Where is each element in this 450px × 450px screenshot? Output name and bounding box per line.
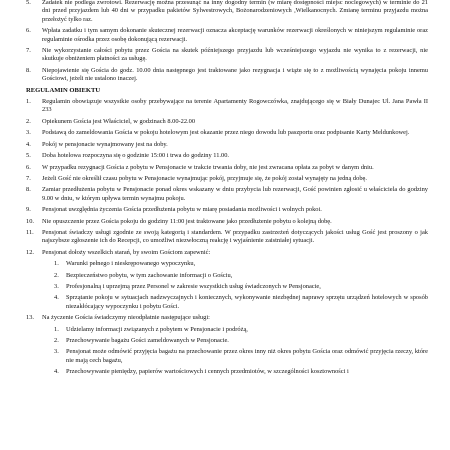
sub-list-item bbox=[26, 337, 428, 345]
list-item bbox=[26, 229, 428, 246]
item-text: Nie wykorzystanie całości pobytu przez Gościa na skutek późniejszego przyjazdu lub wcześniejszego wyjazdu nie wynika to z rezerwacji, nie skutkuje obniżeniem płatności za usługę. bbox=[42, 47, 428, 63]
sub-item-number: 1. bbox=[54, 260, 59, 268]
list-item bbox=[26, 98, 428, 115]
item-text: Na życzenie Gościa świadczymy nieodpłatnie następujące usługi: bbox=[42, 314, 210, 322]
sub-item-number: 4. bbox=[54, 294, 59, 302]
sub-list-item bbox=[26, 368, 428, 376]
list-item bbox=[26, 141, 428, 149]
item-text: Doba hotelowa rozpoczyna się o godzinie 15:00 i trwa do godziny 11.00. bbox=[42, 152, 229, 160]
sub-list-item bbox=[26, 260, 428, 268]
item-text: Pensjonat świadczy usługi zgodnie ze swoją kategorią i standardem. W przypadku zastrzeżeń dotyczących jakości usług Gość jest proszony o jak najszybsze zgłoszenie ich do Recepcji, co umożliwi niezwłoczną reakcję i wyjaśnienie zaistniałej sytuacji. bbox=[42, 228, 428, 245]
list-item bbox=[26, 186, 428, 203]
list-item bbox=[26, 0, 428, 24]
list-item bbox=[26, 27, 428, 44]
list-item bbox=[26, 47, 428, 64]
sub-list-item bbox=[26, 326, 428, 334]
list-item bbox=[26, 152, 428, 160]
sub-item-text: Profesjonalną i uprzejmą przez Personel w zakresie wszystkich usług świadczonych w Pensjonacie, bbox=[66, 282, 321, 290]
item-text: Podstawą do zameldowania Gościa w pokoju hotelowym jest okazanie przez niego dowodu lub paszportu oraz podpisanie Karty Meldunkowej. bbox=[42, 129, 410, 137]
item-text: Pensjonat dołoży wszelkich starań, by swoim Gościom zapewnić: bbox=[42, 248, 211, 256]
item-number: 6. bbox=[26, 163, 31, 171]
list-item bbox=[26, 164, 428, 172]
list-item bbox=[26, 175, 428, 183]
item-number: 5. bbox=[26, 152, 31, 160]
item-number: 9. bbox=[26, 206, 31, 214]
sub-item-number: 4. bbox=[54, 368, 59, 376]
item-number: 13. bbox=[26, 314, 34, 322]
item-text: Zadatek nie podlega zwrotowi. Rezerwację można przesunąć na inny dogodny termin (w miarę dostępności miejsc noclegowych) w terminie do 21 dni przed przyjazdem lub 40 dni w przypadku pakietów Sylwestrowych, Bożonarodzeniowych ,Wielkanocnych. Zmianę terminu przyjazdu można przełożyć tylko raz. bbox=[42, 0, 428, 23]
item-number: 1. bbox=[26, 98, 31, 106]
sub-item-text: Warunki pełnego i nieskrępowanego wypoczynku, bbox=[66, 260, 196, 268]
item-number: 8. bbox=[26, 186, 31, 194]
item-number: 3. bbox=[26, 129, 31, 137]
item-number: 10. bbox=[26, 217, 34, 225]
list-item bbox=[26, 67, 428, 84]
item-text: Pensjonat uwzględnia życzenia Gościa przedłużenia pobytu w miarę posiadania możliwości i wolnych pokoi. bbox=[42, 206, 322, 214]
sub-item-number: 3. bbox=[54, 282, 59, 290]
item-number: 6. bbox=[26, 27, 31, 35]
list-item bbox=[26, 314, 428, 322]
sub-item-text: Przechowywanie bagażu Gości zameldowanych w Pensjonacie. bbox=[66, 337, 229, 344]
sub-item-number: 3. bbox=[54, 348, 59, 356]
item-text: Opiekunem Gościa jest Właściciel, w godzinach 8.00-22.00 bbox=[42, 117, 196, 125]
list-item bbox=[26, 118, 428, 126]
sub-list-item bbox=[26, 294, 428, 311]
item-number: 11. bbox=[26, 228, 34, 236]
sub-item-text: Pensjonat może odmówić przyjęcia bagażu na przechowanie przez okres inny niż okres pobytu Gościa oraz odmówić przyjęcia rzeczy, które nie mają cech bagażu, bbox=[66, 348, 428, 364]
list-item bbox=[26, 249, 428, 257]
item-text: Niepojawienie się Gościa do godz. 10.00 dnia następnego jest traktowane jako rezygnacja i wiąże się to z możliwością wynajęcia pokoju innemu Gościowi, jeżeli nie ustalono inaczej. bbox=[42, 66, 428, 83]
sub-item-number: 2. bbox=[54, 271, 59, 279]
item-number: 7. bbox=[26, 174, 31, 182]
list-item bbox=[26, 129, 428, 137]
item-text: Pokój w pensjonacie wynajmowany jest na doby. bbox=[42, 140, 168, 148]
list-item bbox=[26, 206, 428, 214]
item-text: Regulamin obowiązuje wszystkie osoby przebywające na terenie Apartamenty Rogowczówka, znajdującego się w Biały Dunajec Ul. Jana Pawła II 233 bbox=[42, 98, 428, 114]
document-body bbox=[26, 0, 428, 380]
item-number: 8. bbox=[26, 66, 31, 74]
sub-list-item bbox=[26, 348, 428, 365]
item-number: 5. bbox=[26, 0, 31, 6]
item-text: Zamiar przedłużenia pobytu w Pensjonacie ponad okres wskazany w dniu przybycia lub rezerwacji, Gość powinien zgłosić u właściciela do godziny 9.00 w dniu, w którym upływa termin wynajmu pokoju. bbox=[42, 186, 428, 202]
sub-list-item bbox=[26, 283, 428, 291]
sub-item-text: Sprzątanie pokoju w sytuacjach nadzwyczajnych i koniecznych, wykonywanie niezbędnej naprawy sprzętu urządzeń hotelowych w sposób niezakłócający wypoczynku i pobytu Gości. bbox=[66, 294, 428, 310]
list-item bbox=[26, 218, 428, 226]
item-number: 7. bbox=[26, 47, 31, 55]
sub-item-text: Udzielamy informacji związanych z pobytem w Pensjonacie i podróżą, bbox=[66, 325, 248, 333]
sub-item-text: Przechowywanie pieniędzy, papierów wartościowych i cennych przedmiotów, w szczególności kosztowności i bbox=[66, 368, 349, 376]
sub-list-item bbox=[26, 272, 428, 280]
item-number: 2. bbox=[26, 117, 31, 125]
item-number: 12. bbox=[26, 248, 34, 256]
item-text: Jeżeli Gość nie określił czasu pobytu w Pensjonacie wynajmując pokój, przyjmuje się, że pokój został wynajęty na jedną dobę. bbox=[42, 174, 367, 182]
item-text: W przypadku rezygnacji Gościa z pobytu w Pensjonacie w trakcie trwania doby, nie jest zwracana opłata za pobyt w danym dniu. bbox=[42, 163, 374, 171]
sub-item-number: 2. bbox=[54, 337, 59, 344]
sub-item-number: 1. bbox=[54, 325, 59, 333]
section-heading: REGULAMIN OBIEKTU bbox=[26, 86, 101, 94]
sub-item-text: Bezpieczeństwo pobytu, w tym zachowanie informacji o Gościu, bbox=[66, 271, 233, 279]
item-text: Nie opuszczenie przez Gościa pokoju do godziny 11:00 jest traktowane jako przedłużenie pobytu o kolejną dobę. bbox=[42, 217, 332, 225]
item-text: Wpłata zadatku i tym samym dokonanie skutecznej rezerwacji oznacza akceptację warunków rezerwacji określonych w niniejszym regulaminie oraz regulaminie ośrodka przez osobę dokonującą rezerwacji. bbox=[42, 27, 428, 43]
item-number: 4. bbox=[26, 140, 31, 148]
